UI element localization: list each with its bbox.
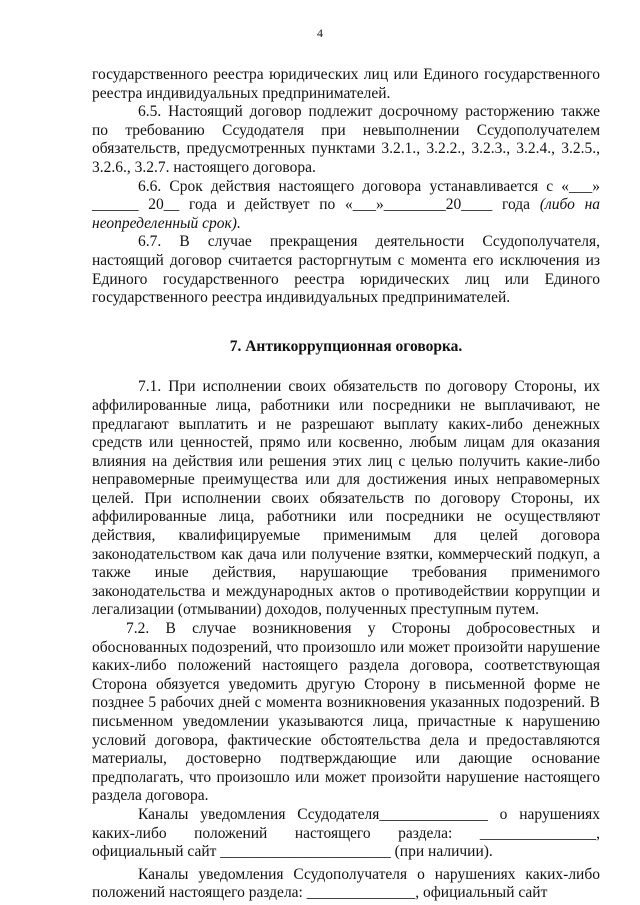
paragraph-channels-lender: Каналы уведомления Ссудодателя______________ о нарушениях каких-либо положений настоящего раздела: _______________, официальный сайт ______________________ (при наличии). [92, 805, 600, 861]
paragraph-channels-borrower: Каналы уведомления Ссудополучателя о нарушениях каких-либо положений настоящего раздела: ______________, официальный сайт [92, 865, 600, 902]
paragraph-7-2: 7.2. В случае возникновения у Стороны добросовестных и обоснованных подозрений, что произошло или может произойти нарушение каких-либо положений настоящего раздела договора, соответствующая Сторона обязуется уведомить другую Сторону в письменной форме не позднее 5 рабочих дней с момента возникновения указанных подозрений. В письменном уведомлении указываются лица, причастные к нарушению условий договора, фактические обстоятельства дела и предоставляются материалы, достоверно подтверждающие или дающие основание предполагать, что произошло или может произойти нарушение настоящего раздела договора. [92, 620, 600, 805]
document-body [92, 66, 600, 903]
paragraph-continuation: государственного реестра юридических лиц или Единого государственного реестра индивидуальных предпринимателей. [92, 66, 600, 102]
page-number: 4 [317, 26, 323, 40]
paragraph-6-6-text: 6.6. Срок действия настоящего договора устанавливается с «___» ______ 20__ года и действует по «___»________20____ года [92, 177, 600, 214]
paragraph-7-1: 7.1. При исполнении своих обязательств по договору Стороны, их аффилированные лица, работники или посредники не выплачивают, не предлагают выплатить и не разрешают выплату каких-либо денежных средств или ценностей, прямо или косвенно, любым лицам для оказания влияния на действия или решения этих лиц с целью получить какие-либо неправомерные преимущества или для достижения иных неправомерных целей. При исполнении своих обязательств по договору Стороны, их аффилированные лица, работники или посредники не осуществляют действия, квалифицируемые применимым для целей договора законодательством как дача или получение взятки, коммерческий подкуп, а также иные действия, нарушающие требования применимого законодательства и международных актов о противодействии коррупции и легализации (отмывании) доходов, полученных преступным путем. [92, 378, 600, 619]
paragraph-6-5: 6.5. Настоящий договор подлежит досрочному расторжению также по требованию Ссудодателя при невыполнении Ссудополучателем обязательств, предусмотренных пунктами 3.2.1., 3.2.2., 3.2.3., 3.2.4., 3.2.5., 3.2.6., 3.2.7. настоящего договора. [92, 103, 600, 176]
paragraph-6-6 [92, 178, 600, 234]
paragraph-6-6-italic: (либо на неопределенный срок). [92, 196, 601, 232]
section-heading-7: 7. Антикоррупционная оговорка. [229, 337, 463, 355]
paragraph-6-7: 6.7. В случае прекращения деятельности Ссудополучателя, настоящий договор считается расторгнутым с момента его исключения из Единого государственного реестра юридических лиц или Единого государственного реестра индивидуальных предпринимателей. [92, 233, 600, 307]
